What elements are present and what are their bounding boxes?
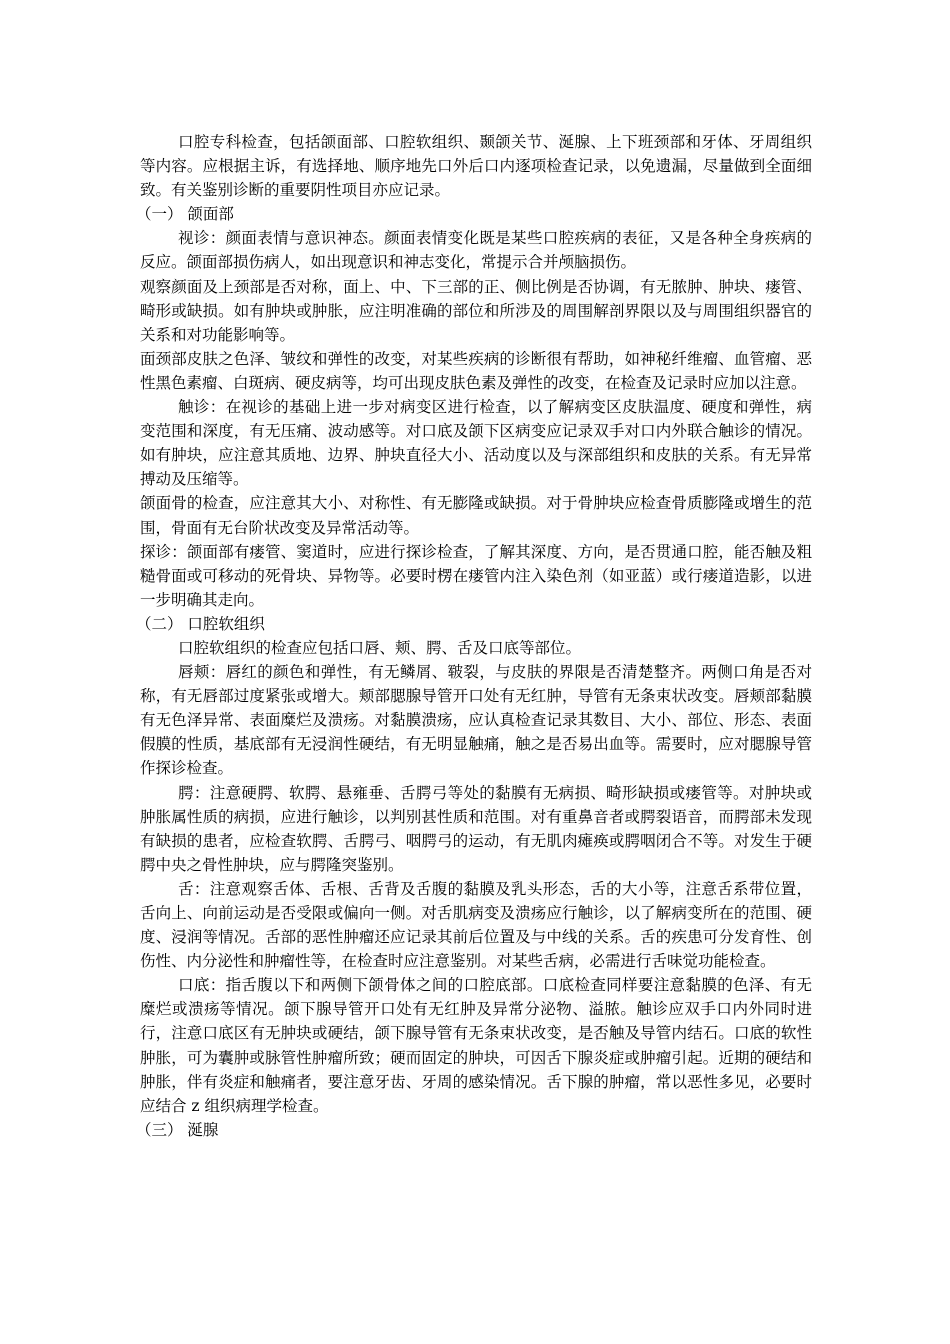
section-heading-salivary: （三） 涎腺 bbox=[136, 1120, 219, 1139]
lip-cheek-paragraph: 唇颊：唇红的颜色和弹性，有无鳞屑、皲裂，与皮肤的界限是否清楚整齐。两侧口角是否对称，有无唇部过度紧张或增大。颊部腮腺导管开口处有无红肿，导管有无条束状改变。唇颊部黏膜有无色泽异常、表面糜烂及溃疡。对黏膜溃疡，应认真检查记录其数目、大小、部位、形态、表面假膜的性质，基底部有无浸润性硬结，有无明显触痛，触之是否易出血等。需要时，应对腮腺导管作探诊检查。 bbox=[140, 663, 812, 778]
section-heading-maxillofacial: （一） 颌面部 bbox=[136, 205, 234, 224]
symmetry-paragraph: 观察颜面及上颈部是否对称，面上、中、下三部的正、侧比例是否协调，有无脓肿、肿块、瘘管、畸形或缺损。如有肿块或肿胀，应注明准确的部位和所涉及的周围解剖界限以及与周围组织器官的关系和对功能影响等。 bbox=[140, 277, 812, 344]
palpation-paragraph: 触诊：在视诊的基础上进一步对病变区进行检查，以了解病变区皮肤温度、硬度和弹性，病变范围和深度，有无压痛、波动感等。对口底及颌下区病变应记录双手对口内外联合触诊的情况。如有肿块，应注意其质地、边界、肿块直径大小、活动度以及与深部组织和皮肤的关系。有无异常搏动及压缩等。 bbox=[140, 398, 812, 489]
intro-paragraph: 口腔专科检查，包括颌面部、口腔软组织、颞颌关节、涎腺、上下班颈部和牙体、牙周组织等内容。应根据主诉，有选择地、顺序地先口外后口内逐项检查记录，以免遗漏，尽量做到全面细致。有关鉴别诊断的重要阴性项目亦应记录。 bbox=[140, 133, 812, 200]
mouth-floor-paragraph: 口底：指舌腹以下和两侧下颌骨体之间的口腔底部。口底检查同样要注意黏膜的色泽、有无糜烂或溃疡等情况。颌下腺导管开口处有无红肿及异常分泌物、溢脓。触诊应双手口内外同时进行，注意口底区有无肿块或硬结，颌下腺导管有无条束状改变，是否触及导管内结石。口底的软性肿胀，可为囊肿或脉管性肿瘤所致；硬而固定的肿块，可因舌下腺炎症或肿瘤引起。近期的硬结和肿胀，伴有炎症和触痛者，要注意牙齿、牙周的感染情况。舌下腺的肿瘤，常以恶性多见，必要时应结合 z 组织病理学检查。 bbox=[140, 976, 812, 1115]
soft-tissue-intro-paragraph: 口腔软组织的检查应包括口唇、颊、腭、舌及口底等部位。 bbox=[178, 638, 582, 657]
inspection-paragraph: 视诊：颜面表情与意识神态。颜面表情变化既是某些口腔疾病的表征，又是各种全身疾病的反应。颌面部损伤病人，如出现意识和神志变化，常提示合并颅脑损伤。 bbox=[140, 229, 812, 272]
facial-bone-paragraph: 颌面骨的检查，应注意其大小、对称性、有无膨隆或缺损。对于骨肿块应检查骨质膨隆或增生的范围，骨面有无台阶状改变及异常活动等。 bbox=[140, 494, 812, 537]
palate-paragraph: 腭：注意硬腭、软腭、悬雍垂、舌腭弓等处的黏膜有无病损、畸形缺损或瘘管等。对肿块或肿胀属性质的病损，应进行触诊，以判别甚性质和范围。对有重鼻音者或腭裂语音，而腭部未发现有缺损的患者，应检查软腭、舌腭弓、咽腭弓的运动，有无肌肉瘫痪或腭咽闭合不等。对发生于硬腭中央之骨性肿块，应与腭隆突鉴别。 bbox=[140, 783, 812, 874]
section-heading-soft-tissue: （二） 口腔软组织 bbox=[136, 614, 265, 633]
document-body bbox=[136, 130, 812, 1142]
skin-paragraph: 面颈部皮肤之色泽、皱纹和弹性的改变，对某些疾病的诊断很有帮助，如神秘纤维瘤、血管瘤、恶性黑色素瘤、白斑病、硬皮病等，均可出现皮肤色素及弹性的改变，在检查及记录时应加以注意。 bbox=[140, 349, 812, 392]
tongue-paragraph: 舌：注意观察舌体、舌根、舌背及舌腹的黏膜及乳头形态，舌的大小等，注意舌系带位置，舌向上、向前运动是否受限或偏向一侧。对舌肌病变及溃疡应行触诊，以了解病变所在的范围、硬度、浸润等情况。舌部的恶性肿瘤还应记录其前后位置及与中线的关系。舌的疾患可分发育性、创伤性、内分泌性和肿瘤性等，在检查时应注意鉴别。对某些舌病，必需进行舌味觉功能检查。 bbox=[140, 879, 812, 971]
probing-paragraph: 探诊：颌面部有瘘管、窦道时，应进行探诊检查，了解其深度、方向，是否贯通口腔，能否触及粗糙骨面或可移动的死骨块、异物等。必要时楞在瘘管内注入染色剂（如亚蓝）或行瘘道造影，以进一步明确其走向。 bbox=[140, 542, 812, 609]
